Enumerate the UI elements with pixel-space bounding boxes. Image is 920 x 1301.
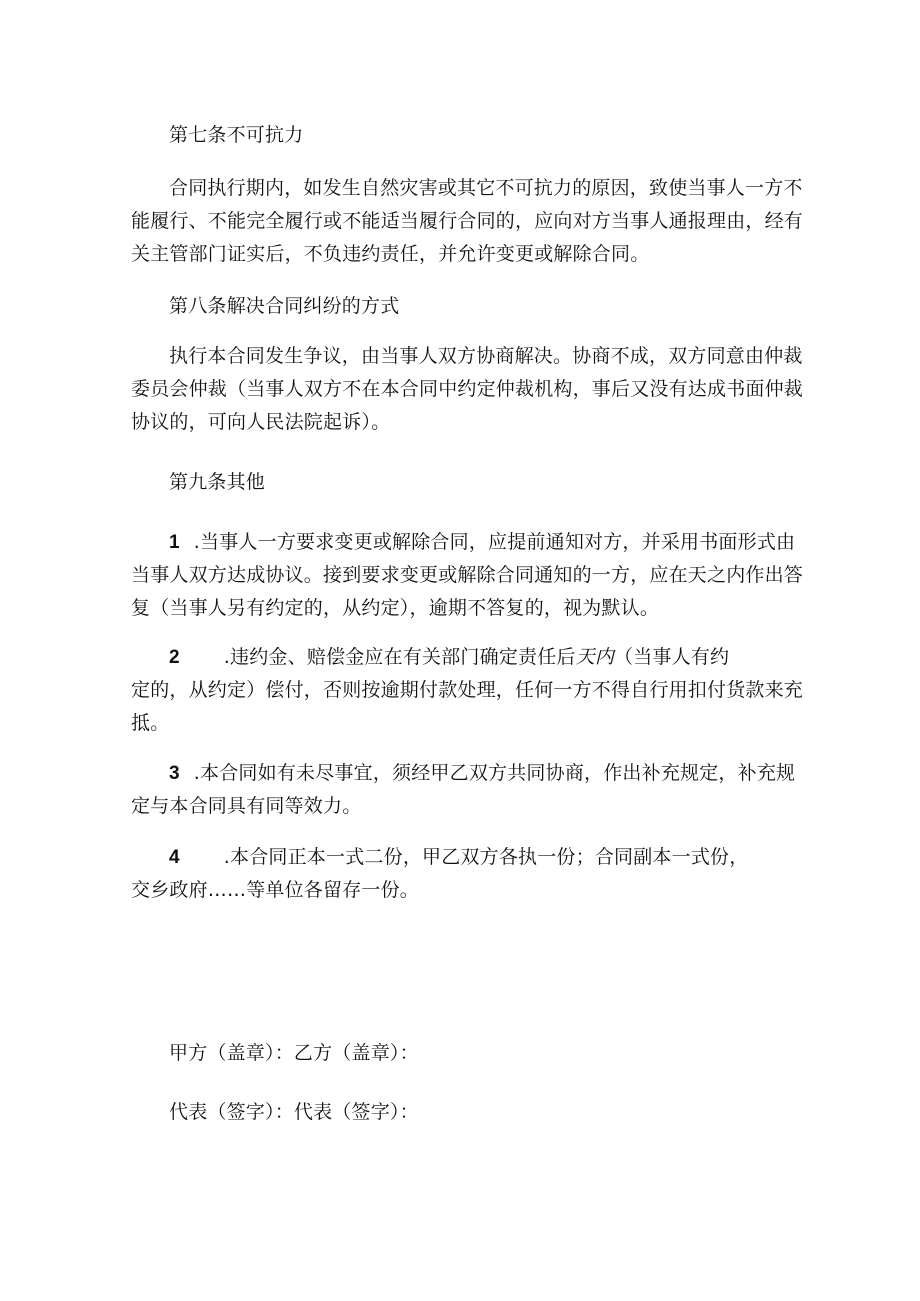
item2-text-b: （当事人有约 [614, 646, 730, 668]
item2-line-2: 定的，从约定）偿付，否则按逾期付款处理，任何一方不得自行用扣付货款来充 [131, 679, 804, 701]
item4-number: 4 [169, 847, 180, 868]
article7-line-3: 关主管部门证实后，不负违约责任，并允许变更或解除合同。 [131, 243, 650, 265]
item2-text-a: .违约金、赔偿金应在有关部门确定责任后 [223, 646, 576, 668]
item1-line-3: 复（当事人另有约定的，从约定），逾期不答复的，视为默认。 [131, 597, 660, 619]
item4-text-first: .本合同正本一式二份，甲乙双方各执一份；合同副本一式份， [223, 846, 749, 868]
article8-line-3: 协议的，可向人民法院起诉）。 [131, 411, 391, 433]
item2-number: 2 [169, 647, 180, 668]
article7-line-2: 能履行、不能完全履行或不能适当履行合同的，应向对方当事人通报理由，经有 [131, 210, 804, 232]
article8-heading: 第八条解决合同纠纷的方式 [169, 295, 400, 317]
article7-heading: 第七条不可抗力 [169, 124, 304, 146]
item3-number: 3 [169, 763, 180, 784]
item3-line-2: 定与本合同具有同等效力。 [131, 795, 362, 817]
article8-line-1: 执行本合同发生争议，由当事人双方协商解决。协商不成，双方同意由仲裁 [169, 345, 803, 367]
article9-heading: 第九条其他 [169, 471, 266, 493]
item2-line-3: 抵。 [131, 712, 170, 734]
item1-line-1 [169, 530, 795, 555]
item3-text-first: .本合同如有未尽事宜，须经甲乙双方共同协商，作出补充规定，补充规 [193, 762, 796, 784]
article8-line-2: 委员会仲裁（当事人双方不在本合同中约定仲裁机构，事后又没有达成书面仲裁 [131, 378, 804, 400]
item2-line-1 [169, 645, 729, 670]
signature-line: 代表（签字）：代表（签字）： [169, 1101, 419, 1123]
item1-text-first: .当事人一方要求变更或解除合同，应提前通知对方，并采用书面形式由 [193, 531, 796, 553]
item3-line-1 [169, 761, 795, 786]
item2-text-emphasis: 天内 [575, 646, 615, 668]
item1-line-2: 当事人双方达成协议。接到要求变更或解除合同通知的一方，应在天之内作出答 [131, 564, 804, 586]
item4-line-1 [169, 845, 748, 870]
item4-line-2: 交乡政府……等单位各留存一份。 [131, 879, 420, 901]
seal-line: 甲方（盖章）：乙方（盖章）： [169, 1042, 419, 1064]
article7-line-1: 合同执行期内，如发生自然灾害或其它不可抗力的原因，致使当事人一方不 [169, 177, 803, 199]
item1-number: 1 [169, 532, 180, 553]
